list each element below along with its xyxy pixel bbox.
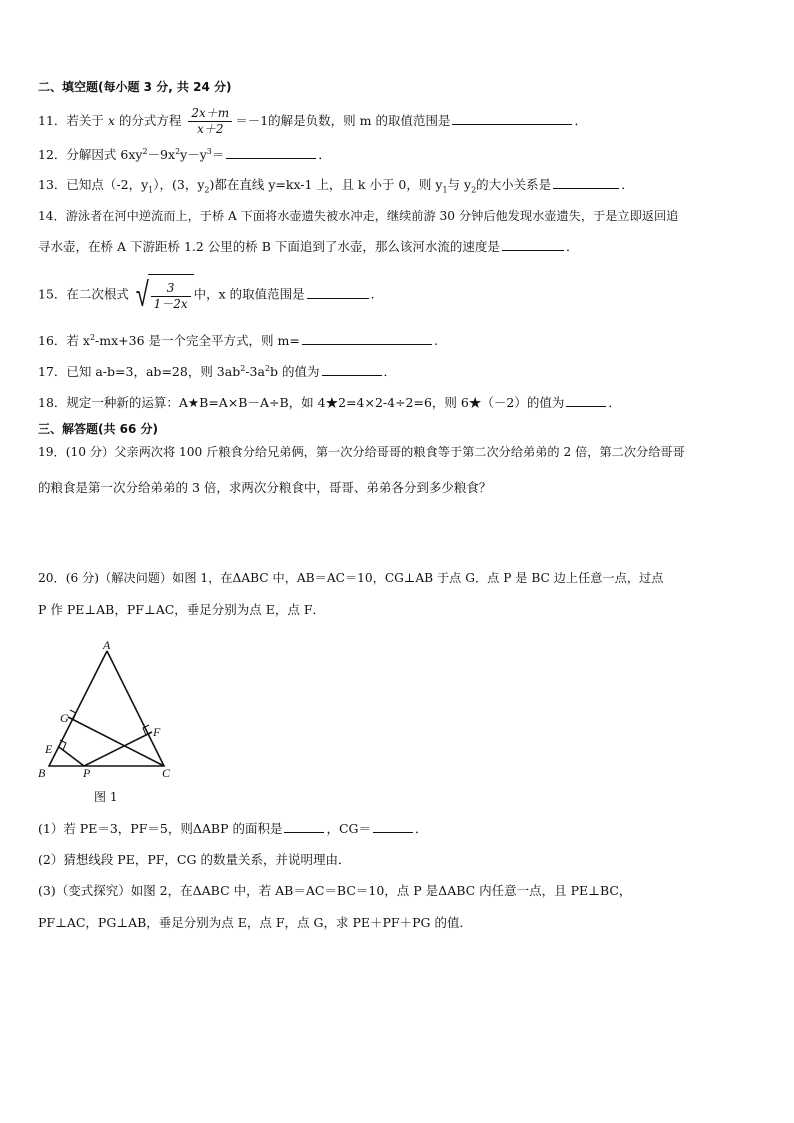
segment-cg <box>68 717 164 766</box>
q12-sup-a: 2 <box>142 146 148 156</box>
q15-text-post: 中，x 的取值范围是 <box>193 286 305 302</box>
question-14-line-2 <box>38 238 578 256</box>
label-c: C <box>162 766 171 780</box>
q12-text-d: y－y <box>180 147 207 162</box>
question-15 <box>38 274 375 316</box>
question-17 <box>38 363 396 381</box>
question-11 <box>38 106 587 137</box>
q20-part1-blank-2[interactable] <box>373 820 413 833</box>
q13-text-mid1: ），(3，y <box>153 177 205 192</box>
q12-text: 12．分解因式 6xy <box>38 147 143 162</box>
q14-end: ． <box>565 239 579 254</box>
label-a: A <box>103 638 111 652</box>
q17-text-pre: 17．已知 a-b=3，ab=28，则 3ab <box>38 364 241 379</box>
question-13 <box>38 176 634 194</box>
q20-part1-text-mid: ，CG＝ <box>326 821 372 836</box>
question-20-part-2: (2）猜想线段 PE，PF，CG 的数量关系，并说明理由． <box>38 852 351 867</box>
sqrt-symbol: √ <box>135 275 149 315</box>
q13-text-post: 的大小关系是 <box>476 177 552 192</box>
q16-text-post: -mx+36 是一个完全平方式，则 m= <box>95 333 300 348</box>
segment-pf <box>84 732 152 766</box>
q13-sub-1: 1 <box>148 185 154 195</box>
q11-text-pre: 11．若关于 <box>38 113 108 128</box>
label-b: B <box>38 766 46 780</box>
q17-text-mid: -3a <box>245 364 265 379</box>
q15-fraction <box>151 281 191 312</box>
q17-sup-2: 2 <box>264 363 271 373</box>
q12-end: ． <box>318 147 331 162</box>
question-14-line-1: 14．游泳者在河中逆流而上，于桥 A 下面将水壶遗失被水冲走，继续前游 30 分钟后他发现水壶遗失，于是立即返回追 <box>38 209 679 223</box>
q13-sub-2: 2 <box>204 185 210 195</box>
q16-text-pre: 16．若 x <box>38 333 90 348</box>
q12-text-f: ＝ <box>211 147 225 162</box>
q12-text-b: －9x <box>147 147 176 162</box>
triangle-figure-1 <box>34 636 184 808</box>
q17-sup-1: 2 <box>240 363 246 373</box>
q11-text-post: ＝－1的解是负数，则 m 的取值范围是 <box>235 113 451 128</box>
q17-end: ． <box>383 364 397 379</box>
q14-text: 寻水壶，在桥 A 下游距桥 1.2 公里的桥 B 下面追到了水壶，那么该河水流的速度是 <box>38 239 500 254</box>
q12-sup-c: 2 <box>175 146 181 156</box>
q11-answer-blank[interactable] <box>452 112 572 125</box>
question-19-line-1: 19．(10 分）父亲两次将 100 斤粮食分给兄弟俩，第一次分给哥哥的粮食等于第二次分给弟弟的 2 倍，第二次分给哥哥 <box>38 445 685 459</box>
triangle-diagram <box>34 636 184 786</box>
q13-end: ． <box>621 177 634 192</box>
q16-answer-blank[interactable] <box>302 332 432 345</box>
q20-part1-text: (1）若 PE＝3，PF＝5，则ΔABP 的面积是 <box>38 821 283 836</box>
q13-sub-3: 1 <box>442 185 448 195</box>
q13-text-pre: 13．已知点（-2，y <box>38 177 149 192</box>
figure-caption: 图 1 <box>94 790 118 804</box>
label-f: F <box>153 725 161 739</box>
q12-sup-e: 3 <box>206 146 212 156</box>
q11-variable: x <box>107 113 115 128</box>
q18-text: 18．规定一种新的运算：A★B=A×B－A÷B，如 4★2=4×2-4÷2=6，则 6★（－2）的值为 <box>38 395 565 410</box>
q11-frac-denominator: x＋2 <box>197 122 224 136</box>
q18-end: ． <box>608 395 621 410</box>
q16-end: . <box>433 333 438 348</box>
question-20-line-2: P 作 PE⊥AB，PF⊥AC，垂足分别为点 E，点 F． <box>38 602 326 617</box>
q15-answer-blank[interactable] <box>307 286 369 299</box>
q13-text-mid3: 与 y <box>447 177 472 192</box>
q11-end: ． <box>574 113 587 128</box>
triangle-abc <box>49 651 164 766</box>
question-20-part-3-line-1: (3)（变式探究）如图 2，在ΔABC 中，若 AB＝AC＝BC＝10，点 P 是ΔABC 内任意一点，且 PE⊥BC， <box>38 883 632 898</box>
question-20-part-3-line-2: PF⊥AC，PG⊥AB，垂足分别为点 E，点 F，点 G，求 PE＋PF＋PG 的值． <box>38 915 472 930</box>
q15-radicand <box>148 274 194 316</box>
q11-text-mid: 的分式方程 <box>114 113 186 128</box>
q13-answer-blank[interactable] <box>553 176 619 189</box>
q15-radical <box>133 274 194 316</box>
q11-fraction <box>188 106 232 137</box>
label-g: G <box>60 711 69 725</box>
label-p: P <box>83 766 91 780</box>
q13-text-mid2: )都在直线 y=kx-1 上，且 k 小于 0，则 y <box>209 177 443 192</box>
q20-part1-blank-1[interactable] <box>284 820 324 833</box>
q17-text-post: b 的值为 <box>270 364 320 379</box>
q15-text-pre: 15．在二次根式 <box>38 286 133 302</box>
section-3-title: 三、解答题(共 66 分) <box>38 422 159 436</box>
q14-answer-blank[interactable] <box>502 238 564 251</box>
q15-frac-numerator: 3 <box>151 281 191 297</box>
label-e: E <box>45 742 53 756</box>
q20-part1-end: ． <box>415 821 428 836</box>
q16-sup: 2 <box>89 332 96 342</box>
section-2-title: 二、填空题(每小题 3 分, 共 24 分) <box>38 80 232 94</box>
q11-frac-numerator: 2x＋m <box>188 106 232 122</box>
question-19-line-2: 的粮食是第一次分给弟弟的 3 倍，求两次分粮食中，哥哥、弟弟各分到多少粮食？ <box>38 480 492 495</box>
q15-end: . <box>370 286 375 302</box>
question-12 <box>38 146 331 164</box>
q17-answer-blank[interactable] <box>322 363 382 376</box>
q15-frac-denominator: 1－2x <box>153 297 188 311</box>
question-20-line-1: 20．(6 分)（解决问题）如图 1，在ΔABC 中，AB＝AC＝10，CG⊥AB 于点 G．点 P 是 BC 边上任意一点，过点 <box>38 571 664 585</box>
question-20-part-1 <box>38 820 428 838</box>
q18-answer-blank[interactable] <box>566 394 606 407</box>
question-18 <box>38 394 621 412</box>
q13-sub-4: 2 <box>471 185 477 195</box>
q12-answer-blank[interactable] <box>226 146 316 159</box>
question-16 <box>38 332 438 350</box>
